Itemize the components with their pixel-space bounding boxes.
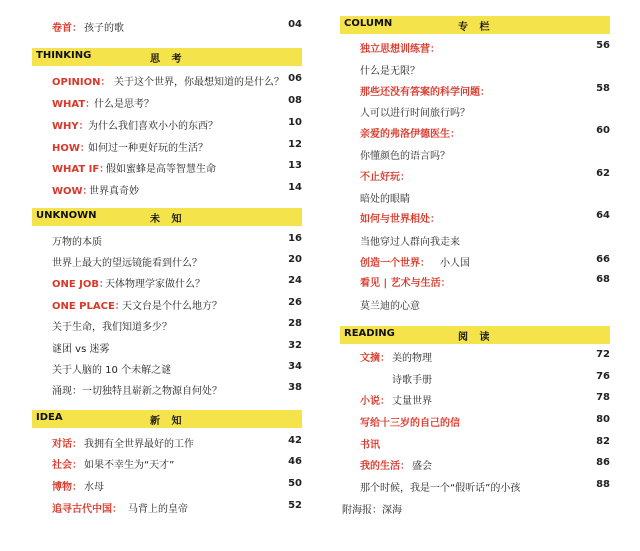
toc-entry[interactable]	[32, 456, 302, 472]
entry-label: 亲爱的弗洛伊德医生：	[360, 129, 460, 140]
entry-page: 64	[596, 210, 610, 221]
entry-label: 追寻古代中国：	[52, 504, 122, 515]
entry-title: 涌现：一切独特且崭新之物源自何处？	[52, 386, 222, 397]
toc-entry[interactable]	[32, 73, 302, 89]
toc-entry[interactable]	[32, 435, 302, 451]
toc-entry[interactable]	[340, 436, 610, 452]
toc-entry[interactable]	[32, 182, 302, 198]
toc-entry[interactable]	[32, 95, 302, 111]
toc-entry[interactable]	[32, 297, 302, 313]
toc-entry[interactable]	[340, 457, 610, 473]
entry-label: 看见 | 艺术与生活：	[360, 278, 451, 289]
entry-page: 16	[288, 233, 302, 244]
toc-entry[interactable]	[32, 160, 302, 176]
toc-entry[interactable]	[340, 190, 610, 206]
toc-entry[interactable]	[340, 40, 610, 56]
entry-page: 72	[596, 349, 610, 360]
entry-title: 天文台是个什么地方？	[122, 301, 222, 312]
entry-page: 50	[288, 478, 302, 489]
entry-title: 谜团 vs 迷雾	[52, 344, 110, 355]
entry-page: 26	[288, 297, 302, 308]
toc-entry[interactable]	[340, 147, 610, 163]
entry-label: 对话：	[52, 439, 82, 450]
entry-page: 76	[596, 371, 610, 382]
entry-label: WOW：	[52, 186, 93, 197]
toc-entry[interactable]	[340, 349, 610, 365]
section-header-thinking	[32, 48, 302, 66]
toc-entry[interactable]	[340, 254, 610, 270]
toc-entry[interactable]	[340, 125, 610, 141]
section-header-idea	[32, 410, 302, 428]
entry-title: 为什么我们喜欢小小的东西？	[88, 121, 218, 132]
entry-title: 什么是无限？	[360, 66, 420, 77]
toc-entry[interactable]	[32, 139, 302, 155]
entry-page: 52	[288, 500, 302, 511]
section-header-reading	[340, 326, 610, 344]
toc-entry[interactable]	[32, 382, 302, 398]
section-title-zh: 新 知	[150, 416, 186, 427]
entry-title: 诗歌手册	[392, 375, 432, 386]
toc-entry[interactable]	[32, 233, 302, 249]
entry-page: 06	[288, 73, 302, 84]
entry-title: 关于生命，我们知道多少？	[52, 322, 172, 333]
section-title-zh: 思 考	[150, 54, 186, 65]
toc-entry[interactable]	[340, 210, 610, 226]
entry-page: 24	[288, 275, 302, 286]
toc-entry[interactable]	[32, 340, 302, 356]
section-title-zh: 阅 读	[458, 332, 494, 343]
entry-page: 08	[288, 95, 302, 106]
entry-title: 世界真奇妙	[89, 186, 139, 197]
entry-label: 如何与世界相处：	[360, 214, 440, 225]
entry-title: 什么是思考？	[94, 99, 154, 110]
entry-title: 美的物理	[392, 353, 432, 364]
toc-entry-intro[interactable]	[32, 19, 302, 35]
entry-title: 世界上最大的望远镜能看到什么？	[52, 258, 202, 269]
entry-label: WHY：	[52, 121, 89, 132]
entry-page: 68	[596, 274, 610, 285]
entry-page: 56	[596, 40, 610, 51]
toc-entry[interactable]	[32, 318, 302, 334]
section-title-zh: 专 栏	[458, 22, 494, 33]
entry-title: 盛会	[412, 461, 432, 472]
entry-title: 马背上的皇帝	[128, 504, 188, 515]
entry-label: 博物：	[52, 482, 82, 493]
toc-entry[interactable]	[32, 254, 302, 270]
entry-page: 20	[288, 254, 302, 265]
section-title-en: THINKING	[36, 50, 92, 61]
entry-title: 当他穿过人群向我走来	[360, 237, 460, 248]
entry-label: ONE PLACE：	[52, 301, 125, 312]
entry-title: 水母	[84, 482, 104, 493]
entry-title: 人可以进行时间旅行吗？	[360, 108, 470, 119]
toc-entry[interactable]	[340, 392, 610, 408]
entry-label: 那些还没有答案的科学问题：	[360, 87, 490, 98]
toc-entry[interactable]	[340, 104, 610, 120]
entry-label: OPINION：	[52, 77, 111, 88]
entry-label: 文摘：	[360, 353, 390, 364]
section-title-en: UNKNOWN	[36, 210, 97, 221]
toc-entry[interactable]	[32, 478, 302, 494]
toc-entry[interactable]	[340, 168, 610, 184]
section-title-en: COLUMN	[344, 18, 393, 29]
entry-label: HOW：	[52, 143, 90, 154]
entry-title: 关于人脑的 10 个未解之谜	[52, 365, 172, 376]
entry-label: 小说：	[360, 396, 390, 407]
entry-page: 80	[596, 414, 610, 425]
entry-title: 天体物理学家做什么？	[105, 279, 205, 290]
entry-label: WHAT：	[52, 99, 96, 110]
toc-entry[interactable]	[340, 371, 610, 387]
toc-entry[interactable]	[340, 62, 610, 78]
entry-title: 莫兰迪的心意	[360, 301, 420, 312]
entry-title: 你懂颜色的语言吗？	[360, 151, 450, 162]
entry-page: 13	[288, 160, 302, 171]
entry-page: 38	[288, 382, 302, 393]
entry-title: 如何过一种更好玩的生活？	[88, 143, 208, 154]
entry-title: 小人国	[440, 258, 470, 269]
section-title-en: READING	[344, 328, 395, 339]
entry-page: 62	[596, 168, 610, 179]
entry-title: 暗处的眼睛	[360, 194, 410, 205]
entry-label: 写给十三岁的自己的信	[360, 418, 460, 429]
poster-supplement-note: 附海报：深海	[342, 505, 402, 516]
entry-title: 万物的本质	[52, 237, 102, 248]
entry-label: 不止好玩：	[360, 172, 410, 183]
toc-entry[interactable]	[340, 297, 610, 313]
entry-title: 如果不幸生为“天才”	[84, 460, 175, 471]
entry-page: 42	[288, 435, 302, 446]
entry-page: 32	[288, 340, 302, 351]
toc-entry[interactable]	[340, 414, 610, 430]
section-title-zh: 未 知	[150, 214, 186, 225]
section-title-en: IDEA	[36, 412, 63, 423]
toc-entry[interactable]	[340, 479, 610, 495]
entry-page: 66	[596, 254, 610, 265]
entry-label: 书讯	[360, 440, 380, 451]
toc-entry[interactable]	[340, 274, 610, 290]
entry-title: 我拥有全世界最好的工作	[84, 439, 194, 450]
entry-page: 86	[596, 457, 610, 468]
section-header-column	[340, 16, 610, 34]
entry-page: 60	[596, 125, 610, 136]
entry-label: WHAT IF：	[52, 164, 110, 175]
entry-label: 独立思想训练营：	[360, 44, 440, 55]
entry-page: 58	[596, 83, 610, 94]
entry-title: 假如蜜蜂是高等智慧生命	[106, 164, 216, 175]
entry-page: 78	[596, 392, 610, 403]
entry-title: 丈量世界	[392, 396, 432, 407]
toc-entry[interactable]	[340, 233, 610, 249]
entry-page: 46	[288, 456, 302, 467]
toc-entry[interactable]	[32, 275, 302, 291]
entry-label: 创造一个世界：	[360, 258, 430, 269]
entry-page: 82	[596, 436, 610, 447]
entry-page: 88	[596, 479, 610, 490]
entry-page: 12	[288, 139, 302, 150]
entry-title: 那个时候，我是一个“假听话”的小孩	[360, 483, 521, 494]
entry-page: 10	[288, 117, 302, 128]
entry-page: 28	[288, 318, 302, 329]
entry-label: ONE JOB：	[52, 279, 110, 290]
entry-page: 04	[288, 19, 302, 30]
toc-entry[interactable]	[32, 500, 302, 516]
entry-page: 34	[288, 361, 302, 372]
toc-entry[interactable]	[340, 83, 610, 99]
entry-title: 孩子的歌	[84, 23, 124, 34]
entry-label: 卷首：	[52, 23, 82, 34]
toc-entry[interactable]	[32, 361, 302, 377]
entry-label: 我的生活：	[360, 461, 410, 472]
entry-title: 关于这个世界，你最想知道的是什么？	[114, 77, 284, 88]
section-header-unknown	[32, 208, 302, 226]
entry-label: 社会：	[52, 460, 82, 471]
toc-entry[interactable]	[32, 117, 302, 133]
entry-page: 14	[288, 182, 302, 193]
